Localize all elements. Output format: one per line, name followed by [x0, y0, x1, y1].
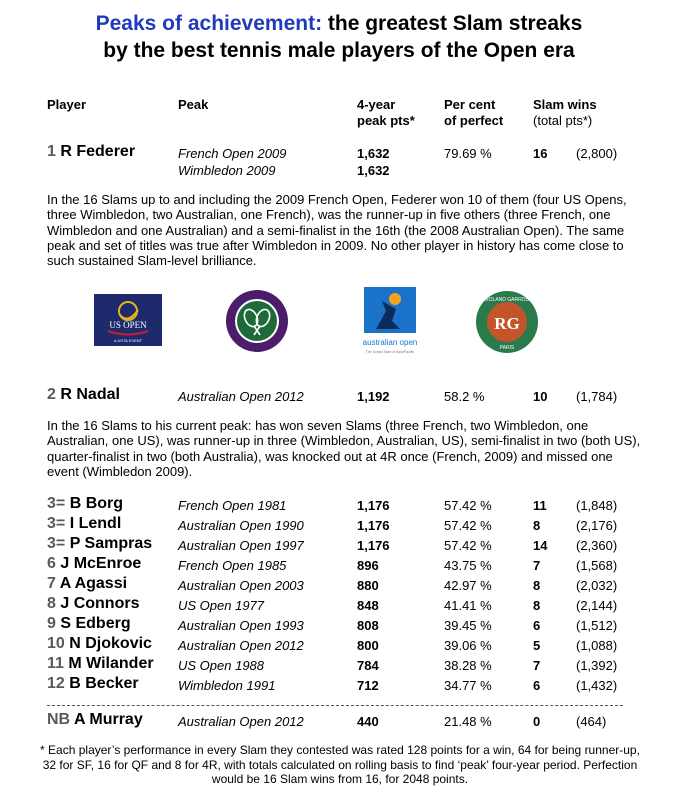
player-peak: Wimbledon 1991	[178, 678, 276, 693]
murray-percent: 21.48 %	[444, 714, 492, 729]
player-rank: 9	[47, 615, 56, 632]
australian-open-logo-text: australian open	[362, 338, 418, 347]
federer-percent: 79.69 %	[444, 146, 492, 161]
player-rank: 10	[47, 635, 65, 652]
federer-pts-1: 1,632	[357, 146, 390, 161]
player-wins: 7	[533, 658, 541, 673]
player-wins: 7	[533, 558, 541, 573]
player-pts: 712	[357, 678, 379, 693]
player-peak: Australian Open 1997	[178, 538, 304, 553]
player-pct: 57.42 %	[444, 498, 492, 513]
player-rank: 3=	[47, 535, 66, 552]
nadal-player	[47, 386, 120, 404]
player-total: (2,360)	[576, 538, 618, 553]
player-rank: 3=	[47, 495, 66, 512]
federer-total: (2,800)	[576, 146, 618, 161]
player-pct: 39.45 %	[444, 618, 492, 633]
us-open-logo	[94, 294, 162, 346]
player-total: (1,848)	[576, 498, 618, 513]
player-wins: 6	[533, 618, 541, 633]
player-pct: 57.42 %	[444, 538, 492, 553]
player-pct: 42.97 %	[444, 578, 492, 593]
page-subtitle: by the best tennis male players of the Open era	[103, 39, 575, 62]
player-peak: French Open 1981	[178, 498, 287, 513]
player-pct: 38.28 %	[444, 658, 492, 673]
table-row	[47, 575, 127, 593]
player-peak: Australian Open 2003	[178, 578, 304, 593]
player-pts: 1,176	[357, 518, 390, 533]
player-name: A Agassi	[59, 575, 128, 592]
player-wins: 8	[533, 518, 541, 533]
federer-name: R Federer	[60, 143, 136, 160]
player-total: (1,512)	[576, 618, 618, 633]
player-peak: US Open 1988	[178, 658, 265, 673]
table-row	[47, 675, 139, 693]
header-percent-line1: Per cent	[444, 97, 496, 112]
player-pct: 57.42 %	[444, 518, 492, 533]
header-slam-wins-line1: Slam wins	[533, 97, 597, 112]
table-row	[47, 495, 123, 513]
murray-name: A Murray	[73, 711, 143, 728]
federer-pts-2: 1,632	[357, 163, 390, 178]
player-name: S Edberg	[60, 615, 131, 632]
player-name: B Becker	[69, 675, 139, 692]
table-row	[47, 515, 121, 533]
murray-pts: 440	[357, 714, 379, 729]
page-title	[0, 10, 678, 37]
nadal-wins: 10	[533, 389, 548, 404]
murray-peak: Australian Open 2012	[178, 714, 304, 729]
player-pct: 43.75 %	[444, 558, 492, 573]
player-name: M Wilander	[68, 655, 154, 672]
title-accent: Peaks of achievement:	[95, 12, 323, 35]
roland-garros-logo	[474, 289, 540, 355]
header-slam-wins	[533, 97, 597, 129]
player-total: (1,392)	[576, 658, 618, 673]
us-open-logo-subtext: A USTA EVENT	[113, 338, 143, 343]
player-total: (1,568)	[576, 558, 618, 573]
nadal-total: (1,784)	[576, 389, 618, 404]
header-player: Player	[47, 97, 87, 112]
player-wins: 8	[533, 598, 541, 613]
player-peak: French Open 1985	[178, 558, 287, 573]
murray-total: (464)	[576, 714, 607, 729]
footnote: * Each player’s performance in every Slam they contested was rated 128 points for a win, 64 for being runner-up, 32 for SF, 16 for QF and 8 for 4R, with totals calculated on rolling basis to find ‘peak’ four-year period. Perfection would be 16 Slam wins from 16, for 2048 points.	[40, 743, 640, 786]
roland-garros-logo-subtext: PARIS	[499, 345, 515, 351]
murray-rank: NB	[47, 711, 71, 728]
player-peak: Australian Open 1993	[178, 618, 304, 633]
federer-wins: 16	[533, 146, 548, 161]
table-row	[47, 555, 141, 573]
table-row	[47, 535, 152, 553]
player-name: J Connors	[60, 595, 140, 612]
player-peak: US Open 1977	[178, 598, 265, 613]
federer-peak-2: Wimbledon 2009	[178, 163, 276, 178]
player-total: (2,032)	[576, 578, 618, 593]
header-peak-pts-line1: 4-year	[357, 97, 396, 112]
player-wins: 14	[533, 538, 548, 553]
header-peak-pts	[357, 97, 415, 129]
table-row	[47, 635, 152, 653]
player-rank: 12	[47, 675, 65, 692]
player-pts: 800	[357, 638, 379, 653]
player-pts: 1,176	[357, 498, 390, 513]
player-pct: 39.06 %	[444, 638, 492, 653]
nadal-percent: 58.2 %	[444, 389, 485, 404]
wimbledon-logo	[224, 288, 290, 354]
nadal-description: In the 16 Slams to his current peak: has won seven Slams (three French, two Wimbledon, one Australian, one US), was runner-up in three (Wimbledon, Australian, US), semi-finalist in two (both US), quarter-finalist in two (both Australia), was knocked out at 4R once (French, 2009) and missed one event (Wimbledon 2009).	[47, 418, 641, 479]
player-total: (2,176)	[576, 518, 618, 533]
federer-peak-1: French Open 2009	[178, 146, 287, 161]
table-row	[47, 655, 154, 673]
player-total: (1,432)	[576, 678, 618, 693]
federer-description: In the 16 Slams up to and including the 2009 French Open, Federer won 10 of them (four US Opens, three Wimbledon, two Australian, one French), was the runner-up in five others (three French, one Wimbledon and one Australian) and a semi-finalist in the 16th (the 2008 Australian Open). The same peak and set of titles was true after Wimbledon in 2009. No other player in history has come close to such sustained Slam-level brilliance.	[47, 192, 627, 269]
divider	[47, 705, 623, 706]
table-row	[47, 595, 139, 613]
player-rank: 7	[47, 575, 56, 592]
federer-rank: 1	[47, 143, 56, 160]
table-row	[47, 615, 131, 633]
player-pts: 896	[357, 558, 379, 573]
australian-open-logo-subtext: The Grand Slam of Asia/Pacific	[365, 350, 415, 354]
player-name: P Sampras	[69, 535, 153, 552]
player-pts: 880	[357, 578, 379, 593]
player-peak: Australian Open 2012	[178, 638, 304, 653]
nadal-pts: 1,192	[357, 389, 390, 404]
murray-player	[47, 711, 143, 729]
player-wins: 6	[533, 678, 541, 693]
player-total: (1,088)	[576, 638, 618, 653]
header-percent	[444, 97, 503, 129]
header-peak-pts-line2: peak pts*	[357, 113, 415, 128]
roland-garros-logo-text: ROLAND GARROS	[485, 297, 529, 303]
svg-text:RG: RG	[494, 314, 520, 333]
player-name: N Djokovic	[69, 635, 152, 652]
nadal-peak: Australian Open 2012	[178, 389, 304, 404]
player-rank: 11	[47, 655, 64, 672]
header-peak: Peak	[178, 97, 209, 112]
player-peak: Australian Open 1990	[178, 518, 304, 533]
nadal-name: R Nadal	[60, 386, 120, 403]
player-wins: 11	[533, 498, 547, 513]
player-pct: 41.41 %	[444, 598, 492, 613]
federer-player	[47, 143, 135, 161]
player-pts: 1,176	[357, 538, 390, 553]
title-rest: the greatest Slam streaks	[322, 12, 583, 35]
player-name: B Borg	[69, 495, 124, 512]
player-wins: 8	[533, 578, 541, 593]
murray-wins: 0	[533, 714, 541, 729]
player-name: J McEnroe	[60, 555, 142, 572]
header-percent-line2: of perfect	[444, 113, 504, 128]
player-name: I Lendl	[69, 515, 122, 532]
player-pts: 848	[357, 598, 379, 613]
player-rank: 6	[47, 555, 56, 572]
header-slam-wins-line2: (total pts*)	[533, 113, 593, 128]
player-rank: 8	[47, 595, 56, 612]
player-pts: 784	[357, 658, 379, 673]
nadal-rank: 2	[47, 386, 56, 403]
player-wins: 5	[533, 638, 541, 653]
player-pts: 808	[357, 618, 379, 633]
player-rank: 3=	[47, 515, 66, 532]
australian-open-logo	[356, 287, 424, 357]
player-pct: 34.77 %	[444, 678, 492, 693]
us-open-logo-text: US OPEN	[109, 320, 147, 330]
player-total: (2,144)	[576, 598, 618, 613]
